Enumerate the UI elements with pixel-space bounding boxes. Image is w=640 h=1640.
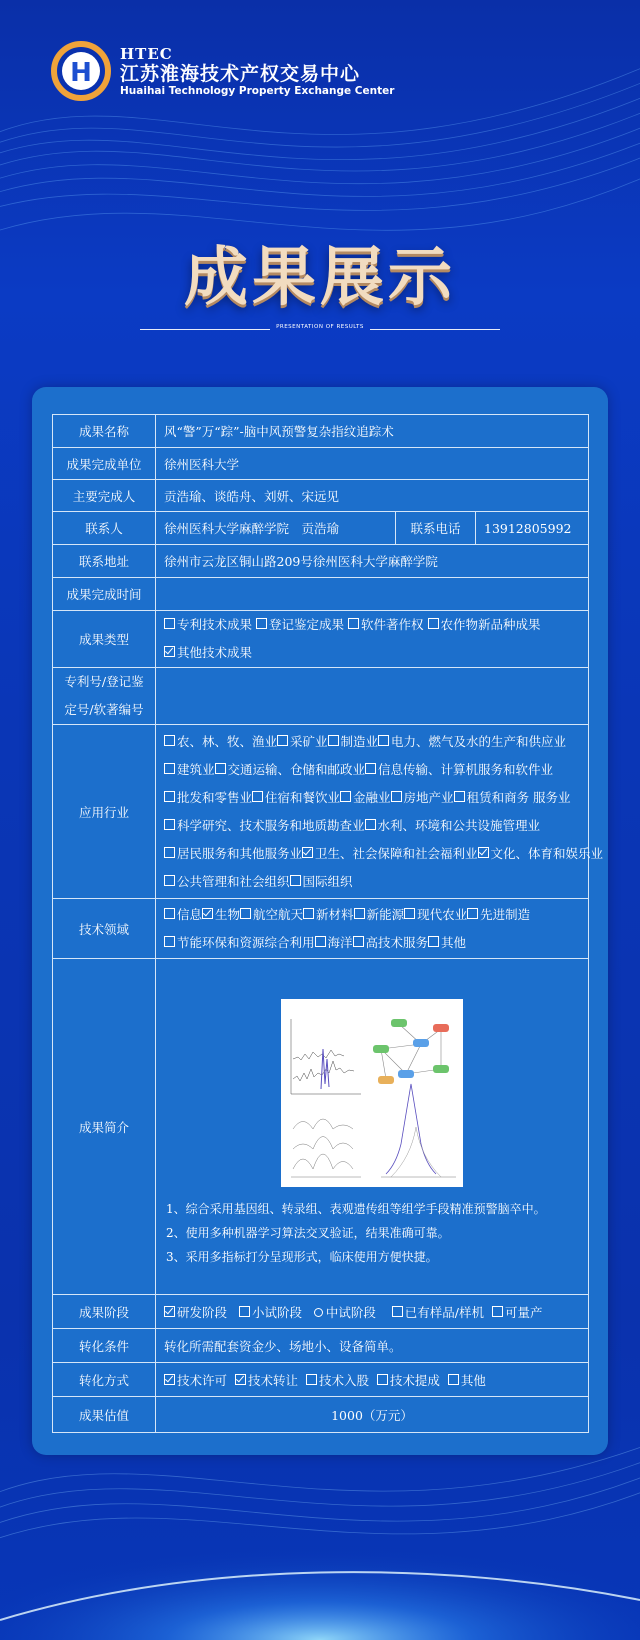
industry-option[interactable]: 卫生、社会保障和社会福利业 — [302, 846, 478, 861]
row-value — [53, 1397, 589, 1433]
checkbox-icon — [277, 735, 288, 746]
checkbox-icon — [377, 1374, 388, 1385]
row-patent — [53, 668, 589, 725]
checkbox-icon — [454, 791, 465, 802]
industry-option[interactable]: 住宿和餐饮业 — [252, 790, 340, 805]
industry-option[interactable]: 文化、体育和娱乐业 — [478, 846, 604, 861]
intro-point: 1、综合采用基因组、转录组、表观遗传组等组学手段精准预警脑卒中。 — [166, 1201, 546, 1216]
radio-icon — [314, 1308, 323, 1317]
checkbox-icon — [164, 618, 175, 629]
patent-value — [156, 668, 589, 725]
industry-option[interactable]: 居民服务和其他服务业 — [164, 846, 302, 861]
checkbox-icon — [428, 618, 439, 629]
method-option[interactable]: 技术提成 — [377, 1373, 440, 1388]
industry-option[interactable]: 金融业 — [340, 790, 391, 805]
row-type — [53, 611, 589, 668]
tech-option[interactable]: 节能环保和资源综合利用 — [164, 935, 315, 950]
intro-point: 3、采用多指标打分呈现形式，临床使用方便快捷。 — [166, 1249, 438, 1264]
type-option[interactable]: 登记鉴定成果 — [256, 617, 344, 632]
checkbox-icon — [240, 908, 251, 919]
tech-option[interactable]: 海洋 — [315, 935, 353, 950]
stage-option[interactable]: 小试阶段 — [239, 1305, 302, 1320]
method-option[interactable]: 技术许可 — [164, 1373, 227, 1388]
htec-logo-icon — [50, 40, 112, 102]
results-table — [52, 414, 604, 1433]
row-industry — [53, 725, 589, 899]
tech-option[interactable]: 航空航天 — [240, 907, 303, 922]
research-figure-image — [281, 999, 463, 1187]
condition-value: 转化所需配套资金少、场地小、设备简单。 — [156, 1329, 589, 1363]
tech-option[interactable]: 新材料 — [303, 907, 354, 922]
checkbox-icon — [252, 791, 263, 802]
checkbox-icon — [365, 819, 376, 830]
industry-option[interactable]: 批发和零售业 — [164, 790, 252, 805]
checkbox-icon — [353, 936, 364, 947]
stage-option[interactable]: 已有样品/样机 — [392, 1305, 484, 1320]
method-option[interactable]: 技术入股 — [306, 1373, 369, 1388]
checkbox-icon — [354, 908, 365, 919]
page-title: 成果展示 — [184, 241, 456, 315]
checkbox-icon — [164, 847, 175, 858]
checkbox-checked-icon — [164, 646, 175, 657]
industry-option[interactable]: 科学研究、技术服务和地质勘查业 — [164, 818, 365, 833]
checkbox-icon — [448, 1374, 459, 1385]
stage-label: 成果阶段 — [53, 1295, 156, 1329]
tech-option[interactable]: 高技术服务 — [353, 935, 429, 950]
logo-english-name: Huaihai Technology Property Exchange Center — [120, 85, 395, 97]
subtitle-text: PRESENTATION OF RESULTS — [270, 324, 370, 330]
logo-text — [120, 46, 394, 98]
type-options — [156, 611, 589, 668]
phone-value: 13912805992 — [476, 512, 589, 545]
row-method — [53, 1363, 589, 1397]
stage-option[interactable]: 可量产 — [492, 1305, 543, 1320]
checkbox-icon — [492, 1306, 503, 1317]
checkbox-icon — [303, 908, 314, 919]
checkbox-checked-icon — [478, 847, 489, 858]
row-name — [53, 415, 589, 448]
checkbox-icon — [467, 908, 478, 919]
industry-options — [156, 725, 604, 899]
industry-label: 应用行业 — [53, 725, 156, 899]
address-label: 联系地址 — [53, 545, 156, 578]
checkbox-icon — [428, 936, 439, 947]
industry-option[interactable]: 租赁和商务 服务业 — [454, 790, 571, 805]
industry-option[interactable]: 公共管理和社会组织 — [164, 874, 290, 889]
industry-option[interactable]: 交通运输、仓储和邮政业 — [215, 762, 366, 777]
industry-option[interactable]: 电力、燃气及水的生产和供应业 — [378, 734, 566, 749]
row-time — [53, 578, 589, 611]
contact-value: 徐州医科大学麻醉学院 贡浩瑜 — [156, 512, 396, 545]
checkbox-icon — [164, 936, 175, 947]
svg-text:H: H — [70, 58, 92, 88]
type-label: 成果类型 — [53, 611, 156, 668]
tech-option[interactable]: 新能源 — [354, 907, 405, 922]
method-option[interactable]: 技术转让 — [235, 1373, 298, 1388]
checkbox-icon — [340, 791, 351, 802]
checkbox-icon — [215, 763, 226, 774]
industry-option[interactable]: 水利、环境和公共设施管理业 — [365, 818, 541, 833]
logo-abbr: HTEC — [120, 45, 173, 63]
industry-option[interactable]: 建筑业 — [164, 762, 215, 777]
time-value — [156, 578, 589, 611]
checkbox-icon — [164, 908, 175, 919]
checkbox-checked-icon — [302, 847, 313, 858]
name-value: 风“警”万“踪”-脑中风预警复杂指纹追踪术 — [156, 415, 589, 448]
checkbox-icon — [164, 791, 175, 802]
tech-option[interactable]: 现代农业 — [404, 907, 467, 922]
type-option[interactable]: 其他技术成果 — [164, 645, 252, 660]
row-contact — [53, 512, 589, 545]
patent-label: 专利号/登记鉴 定号/软著编号 — [53, 668, 156, 725]
stage-option[interactable]: 中试阶段 — [314, 1305, 376, 1320]
checkbox-icon — [256, 618, 267, 629]
industry-option[interactable]: 制造业 — [328, 734, 379, 749]
tech-option[interactable]: 其他 — [428, 935, 466, 950]
industry-option[interactable]: 国际组织 — [290, 874, 353, 889]
stage-options — [156, 1295, 589, 1329]
intro-label: 成果简介 — [53, 959, 156, 1295]
checkbox-icon — [392, 1306, 403, 1317]
industry-option[interactable]: 农、林、牧、渔业 — [164, 734, 277, 749]
checkbox-icon — [306, 1374, 317, 1385]
checkbox-checked-icon — [235, 1374, 246, 1385]
industry-option[interactable]: 房地产业 — [391, 790, 454, 805]
intro-points — [156, 1197, 588, 1269]
method-options — [156, 1363, 589, 1397]
checkbox-checked-icon — [202, 908, 213, 919]
time-label: 成果完成时间 — [53, 578, 156, 611]
checkbox-icon — [328, 735, 339, 746]
name-label: 成果名称 — [53, 415, 156, 448]
row-people — [53, 480, 589, 512]
checkbox-checked-icon — [164, 1374, 175, 1385]
industry-option[interactable]: 信息传输、计算机服务和软件业 — [365, 762, 553, 777]
figure-graphic — [281, 999, 463, 1187]
row-stage — [53, 1295, 589, 1329]
page-subtitle — [0, 324, 640, 330]
checkbox-icon — [164, 763, 175, 774]
row-unit — [53, 448, 589, 480]
value-value: 1000（万元） — [156, 1397, 589, 1433]
phone-label: 联系电话 — [396, 512, 476, 545]
method-option[interactable]: 其他 — [448, 1373, 486, 1388]
checkbox-icon — [164, 819, 175, 830]
unit-label: 成果完成单位 — [53, 448, 156, 480]
tech-options — [156, 899, 589, 959]
condition-label: 转化条件 — [53, 1329, 156, 1363]
industry-option[interactable]: 采矿业 — [277, 734, 328, 749]
tech-label: 技术领域 — [53, 899, 156, 959]
contact-label: 联系人 — [53, 512, 156, 545]
checkbox-icon — [315, 936, 326, 947]
row-intro — [53, 959, 589, 1295]
row-tech — [53, 899, 589, 959]
checkbox-icon — [378, 735, 389, 746]
unit-value: 徐州医科大学 — [156, 448, 589, 480]
checkbox-icon — [239, 1306, 250, 1317]
value-label: 成果估值 — [53, 1397, 156, 1433]
type-option[interactable]: 软件著作权 — [348, 617, 424, 632]
checkbox-icon — [164, 735, 175, 746]
logo-chinese-name: 江苏淮海技术产权交易中心 — [120, 63, 361, 85]
method-label: 转化方式 — [53, 1363, 156, 1397]
intro-content — [156, 959, 589, 1295]
tech-option[interactable]: 信息 — [164, 907, 202, 922]
row-condition — [53, 1329, 589, 1363]
checkbox-icon — [290, 875, 301, 886]
checkbox-checked-icon — [164, 1306, 175, 1317]
checkbox-icon — [404, 908, 415, 919]
tech-option[interactable]: 先进制造 — [467, 907, 530, 922]
tech-option[interactable]: 生物 — [202, 907, 240, 922]
address-value: 徐州市云龙区铜山路209号徐州医科大学麻醉学院 — [156, 545, 589, 578]
intro-point: 2、使用多种机器学习算法交叉验证，结果准确可靠。 — [166, 1225, 450, 1240]
stage-option[interactable]: 研发阶段 — [164, 1305, 227, 1320]
header — [50, 40, 610, 110]
checkbox-icon — [164, 875, 175, 886]
results-card — [32, 387, 608, 1455]
checkbox-icon — [365, 763, 376, 774]
checkbox-icon — [348, 618, 359, 629]
checkbox-icon — [391, 791, 402, 802]
people-label: 主要完成人 — [53, 480, 156, 512]
people-value: 贡浩瑜、谈皓舟、刘妍、宋远见 — [156, 480, 589, 512]
row-address — [53, 545, 589, 578]
type-option[interactable]: 农作物新品种成果 — [428, 617, 541, 632]
type-option[interactable]: 专利技术成果 — [164, 617, 252, 632]
